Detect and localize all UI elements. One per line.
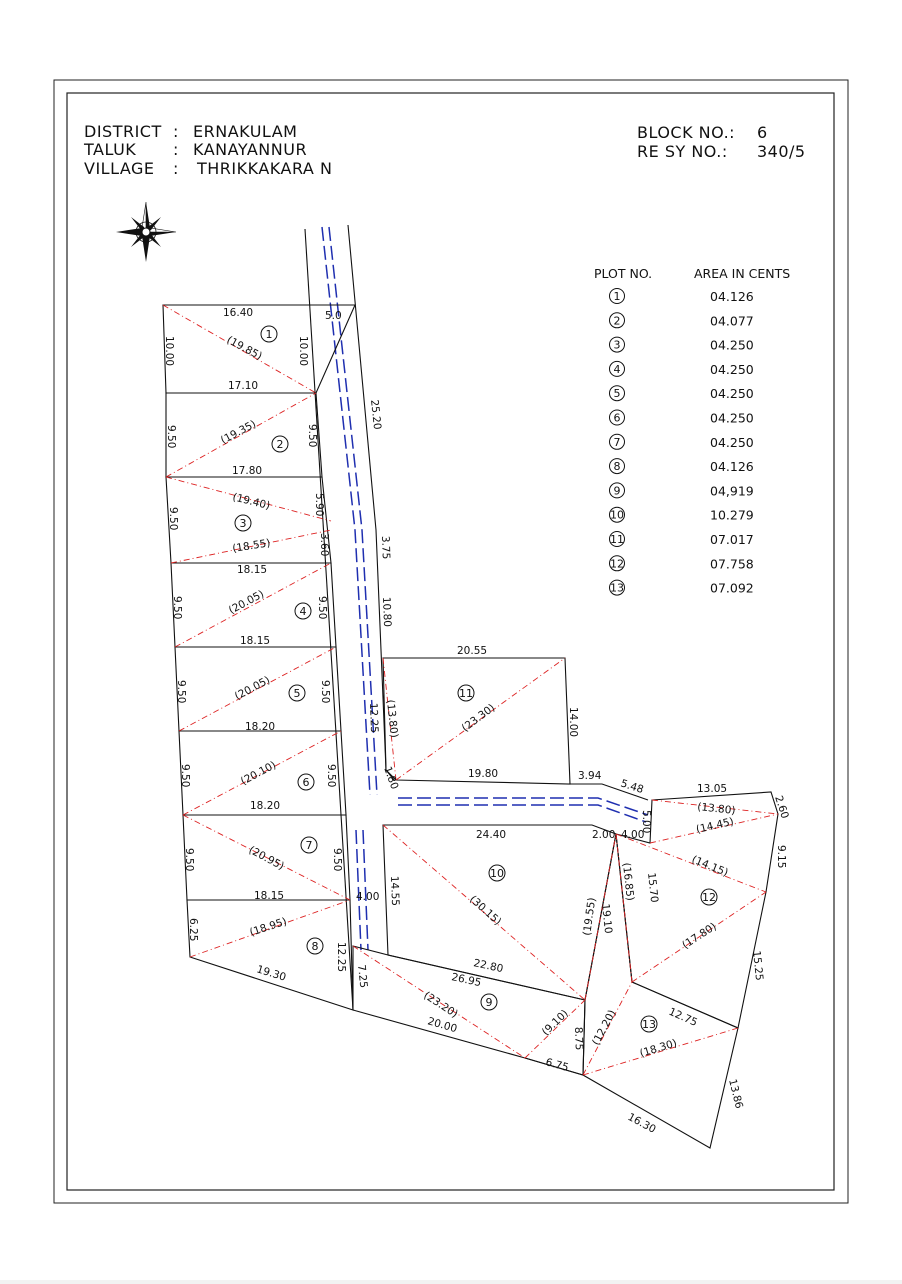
plot-number-text: 1: [265, 328, 273, 341]
dim-label: 9.50: [306, 424, 318, 448]
colon: :: [173, 159, 179, 178]
dim-label: 24.40: [476, 829, 507, 841]
legend-plot-4: [610, 361, 625, 376]
dim-label: 10.80: [380, 596, 394, 628]
dim-label: 15.25: [750, 950, 766, 982]
plot-label-10: [489, 865, 505, 881]
legend-plot-6: [610, 410, 625, 425]
dim-label: 9.50: [179, 764, 191, 788]
dim-label: 18.20: [250, 800, 281, 812]
dim-label: 5.48: [619, 777, 646, 797]
legend-plot-13: [610, 580, 625, 595]
district-value: ERNAKULAM: [193, 122, 298, 141]
dim-label: 26.95: [450, 971, 483, 990]
dim-label: 9.50: [316, 596, 328, 620]
plot-number-text: 13: [610, 581, 624, 595]
plot-label-7: [301, 837, 317, 853]
legend-header-area: AREA IN CENTS: [694, 266, 791, 281]
plot-number-text: 8: [613, 460, 621, 474]
dim-label: 10.00: [163, 336, 175, 367]
dim-label: (20.05): [226, 588, 267, 617]
legend-plot-7: [610, 434, 625, 449]
dim-label: 13.05: [697, 783, 728, 795]
legend-area-10: 10.279: [710, 507, 754, 523]
dimension-labels: [163, 307, 791, 1136]
plot-label-13: [641, 1016, 657, 1032]
dim-label: 25.20: [368, 399, 384, 431]
legend-plot-1: [610, 289, 625, 304]
plot-label-8: [307, 938, 323, 954]
plot-label-6: [298, 774, 314, 790]
plot-8: [187, 900, 353, 1010]
dim-label: 9.50: [331, 848, 343, 872]
dim-label: 17.80: [232, 465, 263, 477]
dim-label: (13.80): [696, 801, 736, 817]
plot-number-text: 5: [613, 387, 621, 401]
legend-area-6: 04.250: [710, 410, 754, 426]
dim-label: (23.30): [459, 701, 498, 735]
legend-plot-8: [610, 459, 625, 474]
dim-label: (20.95): [246, 844, 287, 873]
legend-area-2: 04.077: [710, 313, 754, 329]
plot-number-text: 10: [490, 867, 504, 880]
plot-label-11: [458, 685, 474, 701]
dim-label: 15.70: [645, 872, 661, 904]
dim-label: 22.80: [472, 957, 505, 976]
dim-label: 8.75: [572, 1026, 585, 1051]
dim-label: 12.75: [666, 1005, 700, 1029]
dim-label: 18.20: [245, 721, 276, 733]
dim-label: 10.00: [297, 336, 309, 367]
dim-label: 3.75: [379, 535, 392, 560]
resy-label: RE SY NO.:: [637, 142, 728, 161]
dim-label: (19.40): [231, 491, 272, 513]
plot-label-5: [289, 685, 305, 701]
dim-label: 12.25: [335, 942, 347, 973]
dim-label: 5.00: [640, 810, 652, 834]
dim-label: 1.80: [381, 764, 401, 792]
legend-plot-5: [610, 386, 625, 401]
dim-label: 3.94: [578, 770, 602, 782]
plot-number-text: 7: [613, 435, 621, 449]
dim-label: 7.25: [355, 964, 370, 989]
legend-plot-12: [610, 556, 625, 571]
plot-number-text: 2: [276, 438, 284, 451]
survey-number-block: [637, 123, 806, 161]
dim-label: (16.85): [620, 862, 636, 902]
dim-label: (20.05): [232, 674, 273, 703]
plot-number-text: 11: [610, 533, 624, 546]
legend-area-13: 07.092: [710, 580, 754, 596]
dim-label: 16.40: [223, 307, 254, 319]
compass-rose-icon: [116, 202, 176, 262]
dim-label: (20.10): [238, 759, 279, 788]
dim-label: 5.90: [313, 493, 325, 517]
legend-plot-9: [610, 483, 625, 498]
dim-label: 9.50: [319, 680, 331, 704]
plot-number-text: 2: [613, 314, 621, 328]
dim-label: 6.25: [187, 918, 199, 942]
dim-label: (12.20): [590, 1007, 619, 1048]
dim-label: 5.0: [325, 310, 342, 322]
dim-label: 4.00: [621, 829, 645, 841]
dim-label: (17.80): [680, 920, 719, 952]
legend-area-4: 04.250: [710, 361, 754, 377]
plot-number-text: 12: [702, 891, 716, 904]
dim-label: 18.15: [254, 890, 285, 902]
district-label: DISTRICT: [84, 122, 162, 141]
plot-number-text: 3: [613, 338, 621, 352]
plot-label-2: [272, 436, 288, 452]
dim-label: 13.86: [726, 1077, 746, 1110]
dim-label: 19.80: [468, 768, 499, 780]
legend-area-8: 04.126: [710, 459, 754, 475]
colon: :: [173, 122, 179, 141]
dim-label: (23.20): [421, 989, 460, 1021]
plot-number-text: 6: [613, 411, 621, 425]
dim-label: 12.25: [367, 702, 381, 734]
plot-13: [583, 834, 738, 1148]
colon: :: [173, 140, 179, 159]
legend-area-3: 04.250: [710, 337, 754, 353]
legend-plot-3: [610, 337, 625, 352]
resy-value: 340/5: [757, 142, 806, 161]
legend-header-plot: PLOT NO.: [594, 266, 653, 281]
outer-border: [54, 80, 848, 1203]
dim-label: (30.15): [466, 893, 504, 928]
legend-plot-11: [610, 532, 625, 547]
dim-label: (18.30): [638, 1037, 679, 1060]
plot-number-text: 1: [613, 290, 621, 303]
dim-label: 9.15: [775, 845, 787, 869]
taluk-value: KANAYANNUR: [193, 140, 308, 159]
road-centerline: [322, 227, 648, 950]
legend-plot-2: [610, 313, 625, 328]
dim-label: 2.00: [592, 829, 616, 841]
area-legend: [594, 266, 790, 596]
dim-label: (19.35): [218, 418, 259, 447]
plot-number-text: 9: [485, 996, 493, 1009]
dim-label: (19.55): [581, 896, 599, 937]
dim-label: (14.15): [689, 853, 730, 880]
dim-label: 19.10: [599, 903, 615, 935]
dim-label: 19.30: [255, 963, 288, 984]
block-value: 6: [757, 123, 768, 142]
dim-label: (19.85): [224, 334, 265, 363]
dim-label: 9.50: [175, 680, 187, 704]
dim-label: 20.55: [457, 645, 488, 657]
dim-label: 6.75: [544, 1056, 570, 1074]
plot-number-text: 13: [642, 1018, 656, 1031]
dim-label: (9.10): [539, 1007, 571, 1039]
legend-area-11: 07.017: [710, 532, 754, 547]
dim-label: 4.00: [356, 891, 380, 903]
plot-number-text: 11: [459, 687, 473, 700]
legend-area-5: 04.250: [710, 386, 754, 402]
legend-area-9: 04,919: [710, 483, 754, 499]
legend-area-1: 04.126: [710, 289, 754, 304]
dim-label: 9.50: [165, 425, 177, 449]
plot-number-text: 6: [302, 776, 310, 789]
plot-number-text: 4: [613, 362, 621, 376]
plot-number-text: 8: [311, 940, 319, 953]
dim-label: 18.15: [240, 635, 271, 647]
plot-number-text: 4: [299, 605, 307, 618]
plot-label-3: [235, 515, 251, 531]
plot-number-text: 9: [613, 484, 621, 498]
dim-label: (18.55): [231, 537, 272, 555]
location-block: [83, 122, 332, 178]
dim-label: (18.95): [248, 915, 289, 939]
plot-number-text: 7: [305, 839, 313, 852]
dim-label: 2.60: [772, 794, 791, 821]
block-label: BLOCK NO.:: [637, 123, 736, 142]
dim-label: 3.60: [318, 533, 330, 557]
dim-label: 9.50: [171, 596, 183, 620]
plot-label-12: [701, 889, 717, 905]
plot-9: [353, 946, 585, 1075]
legend-plot-10: [610, 507, 625, 522]
plot-number-text: 3: [239, 517, 247, 530]
dim-label: 9.50: [325, 764, 337, 788]
dim-label: (13.80): [384, 699, 400, 739]
taluk-label: TALUK: [84, 140, 137, 159]
plot-number-text: 10: [610, 508, 624, 522]
village-label: VILLAGE: [84, 159, 155, 178]
legend-area-7: 04.250: [710, 434, 754, 450]
dim-label: 14.55: [388, 875, 402, 907]
plot-number-text: 12: [610, 557, 624, 571]
dim-label: 9.50: [183, 848, 195, 872]
village-value: THRIKKAKARA N: [197, 159, 333, 178]
dim-label: 18.15: [237, 564, 268, 576]
plot-number-text: 5: [293, 687, 301, 700]
plot-label-1: [261, 326, 277, 342]
dim-label: 9.50: [167, 507, 179, 531]
dim-label: 20.00: [426, 1015, 459, 1036]
dim-label: 16.30: [625, 1111, 658, 1136]
plot-label-4: [295, 603, 311, 619]
dim-label: 17.10: [228, 380, 259, 392]
legend-area-12: 07.758: [710, 556, 754, 572]
dim-label: (14.45): [694, 815, 735, 836]
plot-label-9: [481, 994, 497, 1010]
dim-label: 14.00: [567, 707, 579, 738]
